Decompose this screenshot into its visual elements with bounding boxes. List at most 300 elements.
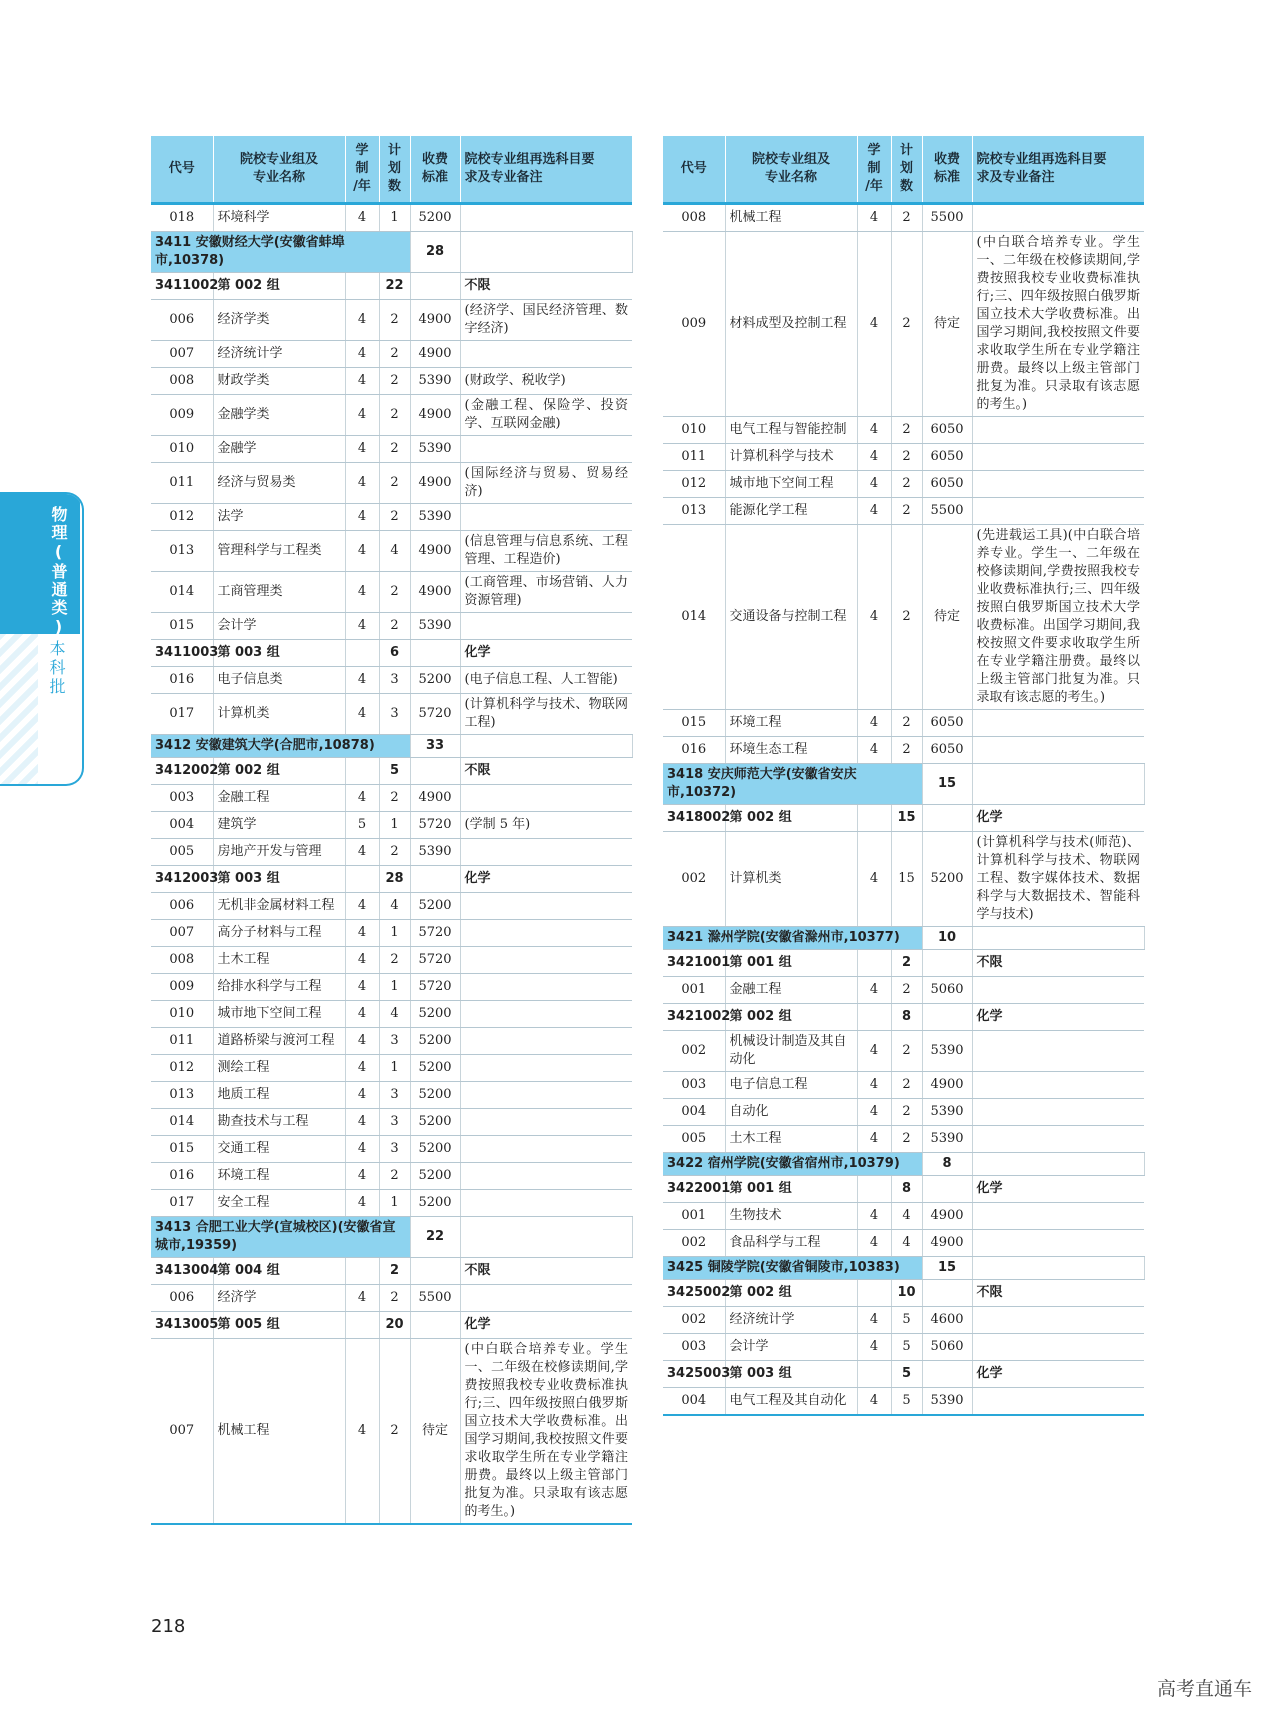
group-code: 3421002 xyxy=(663,1004,725,1031)
blank-cell xyxy=(410,866,460,893)
major-plan: 2 xyxy=(379,395,410,436)
major-fee: 5200 xyxy=(410,1082,460,1109)
major-note: (经济学、国民经济管理、数字经济) xyxy=(460,300,632,341)
major-years: 4 xyxy=(857,832,891,927)
university-row xyxy=(663,1153,1144,1176)
major-fee: 4900 xyxy=(922,1203,972,1230)
major-fee: 5390 xyxy=(410,368,460,395)
major-row xyxy=(151,893,632,920)
university-name: 3422 宿州学院(安徽省宿州市,10379) xyxy=(663,1153,922,1176)
major-plan: 2 xyxy=(379,341,410,368)
group-subject-requirement: 不限 xyxy=(460,758,632,785)
blank-cell xyxy=(857,1361,891,1388)
blank-cell xyxy=(410,273,460,300)
major-note xyxy=(972,444,1144,471)
header-name: 院校专业组及 专业名称 xyxy=(213,136,345,204)
table-body xyxy=(151,204,632,1525)
major-row xyxy=(663,1072,1144,1099)
major-years: 4 xyxy=(345,920,379,947)
blank-cell xyxy=(345,866,379,893)
major-row xyxy=(151,1001,632,1028)
blank-cell xyxy=(857,805,891,832)
major-row xyxy=(151,395,632,436)
university-plan: 33 xyxy=(410,735,460,758)
side-tab-batch: 本科批 xyxy=(47,640,66,697)
major-note xyxy=(972,471,1144,498)
major-fee: 5390 xyxy=(410,613,460,640)
page-number: 218 xyxy=(151,1616,186,1637)
major-row xyxy=(151,667,632,694)
university-plan: 15 xyxy=(922,1257,972,1280)
blank-cell xyxy=(922,1361,972,1388)
major-years: 4 xyxy=(345,1285,379,1312)
blank-cell xyxy=(972,1257,1144,1280)
university-plan: 15 xyxy=(922,764,972,805)
major-years: 4 xyxy=(857,1126,891,1153)
major-years: 4 xyxy=(345,204,379,232)
major-plan: 2 xyxy=(379,613,410,640)
major-fee: 5720 xyxy=(410,812,460,839)
major-name: 会计学 xyxy=(213,613,345,640)
watermark-text: 高考直通车 xyxy=(1157,1678,1253,1700)
major-plan: 2 xyxy=(379,1163,410,1190)
table-header xyxy=(151,136,632,204)
major-note: (财政学、税收学) xyxy=(460,368,632,395)
major-code: 013 xyxy=(663,498,725,525)
major-plan: 1 xyxy=(379,1190,410,1217)
major-note xyxy=(972,417,1144,444)
major-years: 4 xyxy=(345,300,379,341)
blank-cell xyxy=(922,1280,972,1307)
major-note xyxy=(972,1334,1144,1361)
university-plan: 22 xyxy=(410,1217,460,1258)
major-name: 测绘工程 xyxy=(213,1055,345,1082)
group-name: 第 002 组 xyxy=(725,805,857,832)
group-plan: 8 xyxy=(891,1176,922,1203)
group-name: 第 002 组 xyxy=(213,273,345,300)
group-row xyxy=(663,1280,1144,1307)
major-row xyxy=(663,444,1144,471)
major-row xyxy=(151,1055,632,1082)
major-fee: 4900 xyxy=(922,1230,972,1257)
major-row xyxy=(663,1230,1144,1257)
major-note xyxy=(972,204,1144,232)
major-name: 管理科学与工程类 xyxy=(213,531,345,572)
major-years: 4 xyxy=(345,947,379,974)
group-code: 3422001 xyxy=(663,1176,725,1203)
group-code: 3425002 xyxy=(663,1280,725,1307)
major-row xyxy=(151,1082,632,1109)
major-fee: 5720 xyxy=(410,974,460,1001)
major-row xyxy=(151,1028,632,1055)
major-row xyxy=(663,417,1144,444)
major-fee: 5200 xyxy=(410,1001,460,1028)
major-code: 007 xyxy=(151,920,213,947)
major-fee: 5200 xyxy=(410,1109,460,1136)
major-years: 4 xyxy=(857,232,891,417)
major-years: 4 xyxy=(345,1055,379,1082)
major-row xyxy=(663,832,1144,927)
major-plan: 15 xyxy=(891,832,922,927)
group-name: 第 002 组 xyxy=(725,1280,857,1307)
group-code: 3421001 xyxy=(663,950,725,977)
university-plan: 8 xyxy=(922,1153,972,1176)
major-years: 4 xyxy=(345,341,379,368)
group-subject-requirement: 化学 xyxy=(460,640,632,667)
header-years: 学 制 /年 xyxy=(345,136,379,204)
university-row xyxy=(151,232,632,273)
group-plan: 10 xyxy=(891,1280,922,1307)
major-fee: 6050 xyxy=(922,444,972,471)
major-fee: 5390 xyxy=(410,436,460,463)
major-plan: 3 xyxy=(379,1109,410,1136)
major-fee: 5200 xyxy=(410,667,460,694)
group-name: 第 005 组 xyxy=(213,1312,345,1339)
blank-cell xyxy=(345,1258,379,1285)
header-plan: 计 划 数 xyxy=(379,136,410,204)
major-note xyxy=(460,1082,632,1109)
major-fee: 6050 xyxy=(922,737,972,764)
group-row xyxy=(151,1258,632,1285)
major-name: 机械设计制造及其自动化 xyxy=(725,1031,857,1072)
major-code: 007 xyxy=(151,341,213,368)
major-row xyxy=(151,572,632,613)
major-name: 金融学类 xyxy=(213,395,345,436)
group-code: 3412003 xyxy=(151,866,213,893)
major-name: 能源化学工程 xyxy=(725,498,857,525)
major-plan: 2 xyxy=(891,232,922,417)
blank-cell xyxy=(460,1217,632,1258)
major-note xyxy=(460,1001,632,1028)
major-years: 4 xyxy=(345,613,379,640)
major-name: 环境工程 xyxy=(213,1163,345,1190)
major-note xyxy=(972,1099,1144,1126)
major-row xyxy=(663,204,1144,232)
major-code: 002 xyxy=(663,1031,725,1072)
university-row xyxy=(151,1217,632,1258)
major-fee: 6050 xyxy=(922,710,972,737)
major-code: 010 xyxy=(151,1001,213,1028)
university-row xyxy=(151,735,632,758)
major-plan: 2 xyxy=(379,1285,410,1312)
major-name: 道路桥梁与渡河工程 xyxy=(213,1028,345,1055)
major-plan: 2 xyxy=(891,977,922,1004)
major-row xyxy=(151,613,632,640)
group-row xyxy=(151,866,632,893)
major-years: 4 xyxy=(345,572,379,613)
major-fee: 5720 xyxy=(410,920,460,947)
major-code: 012 xyxy=(663,471,725,498)
major-name: 财政学类 xyxy=(213,368,345,395)
major-years: 4 xyxy=(345,1339,379,1525)
major-row xyxy=(663,1388,1144,1416)
group-code: 3412002 xyxy=(151,758,213,785)
major-name: 给排水科学与工程 xyxy=(213,974,345,1001)
major-years: 4 xyxy=(857,1072,891,1099)
side-tab-decoration xyxy=(0,634,38,784)
major-plan: 2 xyxy=(379,947,410,974)
major-row xyxy=(663,1334,1144,1361)
major-name: 自动化 xyxy=(725,1099,857,1126)
major-years: 4 xyxy=(345,1109,379,1136)
group-row xyxy=(663,950,1144,977)
group-subject-requirement: 不限 xyxy=(460,1258,632,1285)
major-name: 电子信息工程 xyxy=(725,1072,857,1099)
major-name: 交通工程 xyxy=(213,1136,345,1163)
major-note xyxy=(972,737,1144,764)
major-code: 017 xyxy=(151,694,213,735)
major-note xyxy=(972,1126,1144,1153)
major-code: 001 xyxy=(663,977,725,1004)
major-years: 4 xyxy=(345,893,379,920)
major-fee: 5200 xyxy=(922,832,972,927)
major-fee: 5200 xyxy=(410,1190,460,1217)
major-name: 金融工程 xyxy=(725,977,857,1004)
major-fee: 5500 xyxy=(922,204,972,232)
major-years: 4 xyxy=(345,667,379,694)
admission-table-left xyxy=(151,136,632,1525)
major-fee: 5060 xyxy=(922,1334,972,1361)
major-plan: 2 xyxy=(379,1339,410,1525)
group-plan: 8 xyxy=(891,1004,922,1031)
header-years: 学 制 /年 xyxy=(857,136,891,204)
major-years: 4 xyxy=(857,444,891,471)
major-plan: 4 xyxy=(379,1001,410,1028)
major-row xyxy=(663,232,1144,417)
major-name: 环境科学 xyxy=(213,204,345,232)
major-row xyxy=(151,341,632,368)
major-name: 电气工程与智能控制 xyxy=(725,417,857,444)
major-plan: 5 xyxy=(891,1334,922,1361)
major-years: 4 xyxy=(345,839,379,866)
major-name: 经济学 xyxy=(213,1285,345,1312)
group-plan: 5 xyxy=(891,1361,922,1388)
major-code: 012 xyxy=(151,504,213,531)
major-row xyxy=(663,525,1144,710)
major-note: (中白联合培养专业。学生一、二年级在校修读期间,学费按照我校专业收费标准执行;三、四年级按照白俄罗斯国立技术大学收费标准。出国学习期间,我校按照文件要求收取学生所在专业学籍注册费。最终以上级主管部门批复为准。只录取有该志愿的考生。) xyxy=(460,1339,632,1525)
major-name: 高分子材料与工程 xyxy=(213,920,345,947)
university-name: 3425 铜陵学院(安徽省铜陵市,10383) xyxy=(663,1257,922,1280)
group-code: 3425003 xyxy=(663,1361,725,1388)
major-row xyxy=(151,974,632,1001)
group-row xyxy=(663,1176,1144,1203)
major-row xyxy=(663,1203,1144,1230)
major-name: 环境工程 xyxy=(725,710,857,737)
group-plan: 5 xyxy=(379,758,410,785)
major-row xyxy=(663,710,1144,737)
major-row xyxy=(663,1307,1144,1334)
group-plan: 22 xyxy=(379,273,410,300)
major-plan: 2 xyxy=(379,504,410,531)
university-name: 3421 滁州学院(安徽省滁州市,10377) xyxy=(663,927,922,950)
major-plan: 2 xyxy=(891,444,922,471)
table-body xyxy=(663,204,1144,1416)
major-fee: 6050 xyxy=(922,417,972,444)
major-code: 003 xyxy=(663,1072,725,1099)
major-row xyxy=(151,300,632,341)
major-fee: 5200 xyxy=(410,1136,460,1163)
major-years: 4 xyxy=(857,498,891,525)
major-fee: 5390 xyxy=(922,1031,972,1072)
major-name: 城市地下空间工程 xyxy=(213,1001,345,1028)
major-years: 4 xyxy=(857,1388,891,1416)
major-note xyxy=(460,893,632,920)
major-fee: 5390 xyxy=(410,839,460,866)
major-row xyxy=(151,504,632,531)
major-note xyxy=(972,710,1144,737)
major-note xyxy=(460,204,632,232)
major-note: (信息管理与信息系统、工程管理、工程造价) xyxy=(460,531,632,572)
major-note xyxy=(972,1203,1144,1230)
major-name: 计算机科学与技术 xyxy=(725,444,857,471)
major-code: 011 xyxy=(151,1028,213,1055)
university-name: 3412 安徽建筑大学(合肥市,10878) xyxy=(151,735,410,758)
major-code: 016 xyxy=(151,1163,213,1190)
major-fee: 5390 xyxy=(922,1126,972,1153)
major-years: 4 xyxy=(345,1190,379,1217)
major-plan: 1 xyxy=(379,812,410,839)
major-years: 4 xyxy=(345,785,379,812)
major-fee: 待定 xyxy=(922,525,972,710)
major-row xyxy=(663,1126,1144,1153)
major-plan: 1 xyxy=(379,204,410,232)
blank-cell xyxy=(922,950,972,977)
major-code: 009 xyxy=(663,232,725,417)
major-years: 4 xyxy=(857,737,891,764)
group-row xyxy=(151,273,632,300)
major-name: 经济学类 xyxy=(213,300,345,341)
major-years: 4 xyxy=(857,1099,891,1126)
major-code: 004 xyxy=(151,812,213,839)
major-row xyxy=(663,1099,1144,1126)
major-years: 4 xyxy=(345,463,379,504)
major-code: 011 xyxy=(663,444,725,471)
major-row xyxy=(663,471,1144,498)
major-plan: 4 xyxy=(379,531,410,572)
major-code: 002 xyxy=(663,1230,725,1257)
major-note xyxy=(972,498,1144,525)
major-row xyxy=(663,1031,1144,1072)
major-fee: 5720 xyxy=(410,694,460,735)
major-row xyxy=(151,812,632,839)
major-years: 4 xyxy=(345,1163,379,1190)
major-years: 4 xyxy=(857,204,891,232)
major-code: 015 xyxy=(151,613,213,640)
major-plan: 2 xyxy=(891,710,922,737)
major-years: 4 xyxy=(345,436,379,463)
major-name: 交通设备与控制工程 xyxy=(725,525,857,710)
group-code: 3413004 xyxy=(151,1258,213,1285)
major-note xyxy=(460,1190,632,1217)
major-years: 4 xyxy=(345,1028,379,1055)
major-code: 006 xyxy=(151,893,213,920)
major-years: 4 xyxy=(857,471,891,498)
major-name: 电气工程及其自动化 xyxy=(725,1388,857,1416)
blank-cell xyxy=(972,1153,1144,1176)
blank-cell xyxy=(857,1176,891,1203)
major-years: 4 xyxy=(857,1203,891,1230)
group-name: 第 002 组 xyxy=(213,758,345,785)
major-code: 013 xyxy=(151,1082,213,1109)
major-plan: 2 xyxy=(379,436,410,463)
major-note xyxy=(460,1163,632,1190)
header-name: 院校专业组及 专业名称 xyxy=(725,136,857,204)
admission-table-right xyxy=(663,136,1144,1416)
major-note xyxy=(972,1230,1144,1257)
group-row xyxy=(151,1312,632,1339)
major-row xyxy=(151,1136,632,1163)
major-name: 食品科学与工程 xyxy=(725,1230,857,1257)
major-plan: 3 xyxy=(379,1082,410,1109)
major-note xyxy=(972,977,1144,1004)
major-fee: 5200 xyxy=(410,204,460,232)
major-fee: 5200 xyxy=(410,1028,460,1055)
major-code: 004 xyxy=(663,1099,725,1126)
group-row xyxy=(151,640,632,667)
major-code: 009 xyxy=(151,395,213,436)
group-plan: 2 xyxy=(379,1258,410,1285)
major-name: 机械工程 xyxy=(725,204,857,232)
major-plan: 2 xyxy=(891,1099,922,1126)
university-plan: 10 xyxy=(922,927,972,950)
university-name: 3411 安徽财经大学(安徽省蚌埠市,10378) xyxy=(151,232,410,273)
table-header xyxy=(663,136,1144,204)
major-years: 4 xyxy=(345,504,379,531)
major-code: 010 xyxy=(663,417,725,444)
major-fee: 4900 xyxy=(410,463,460,504)
major-fee: 4600 xyxy=(922,1307,972,1334)
major-fee: 待定 xyxy=(922,232,972,417)
blank-cell xyxy=(922,1176,972,1203)
major-code: 008 xyxy=(151,947,213,974)
major-name: 电子信息类 xyxy=(213,667,345,694)
major-fee: 4900 xyxy=(410,300,460,341)
blank-cell xyxy=(410,1258,460,1285)
group-code: 3411003 xyxy=(151,640,213,667)
blank-cell xyxy=(460,735,632,758)
university-row xyxy=(663,927,1144,950)
major-name: 机械工程 xyxy=(213,1339,345,1525)
major-name: 城市地下空间工程 xyxy=(725,471,857,498)
university-name: 3413 合肥工业大学(宣城校区)(安徽省宣城市,19359) xyxy=(151,1217,410,1258)
major-row xyxy=(151,1285,632,1312)
major-row xyxy=(151,463,632,504)
header-fee: 收费 标准 xyxy=(410,136,460,204)
major-note: (计算机科学与技术(师范)、计算机科学与技术、物联网工程、数字媒体技术、数据科学与大数据技术、智能科学与技术) xyxy=(972,832,1144,927)
header-plan: 计 划 数 xyxy=(891,136,922,204)
major-row xyxy=(151,920,632,947)
major-code: 006 xyxy=(151,1285,213,1312)
blank-cell xyxy=(410,758,460,785)
group-plan: 15 xyxy=(891,805,922,832)
major-fee: 4900 xyxy=(922,1072,972,1099)
major-note: (计算机科学与技术、物联网工程) xyxy=(460,694,632,735)
group-name: 第 001 组 xyxy=(725,1176,857,1203)
major-years: 5 xyxy=(345,812,379,839)
blank-cell xyxy=(857,1280,891,1307)
major-note xyxy=(460,785,632,812)
major-code: 008 xyxy=(151,368,213,395)
group-subject-requirement: 不限 xyxy=(972,950,1144,977)
major-years: 4 xyxy=(857,977,891,1004)
major-fee: 5200 xyxy=(410,893,460,920)
major-years: 4 xyxy=(345,1001,379,1028)
major-years: 4 xyxy=(345,531,379,572)
major-fee: 5390 xyxy=(410,504,460,531)
group-row xyxy=(663,1004,1144,1031)
group-plan: 20 xyxy=(379,1312,410,1339)
major-name: 环境生态工程 xyxy=(725,737,857,764)
